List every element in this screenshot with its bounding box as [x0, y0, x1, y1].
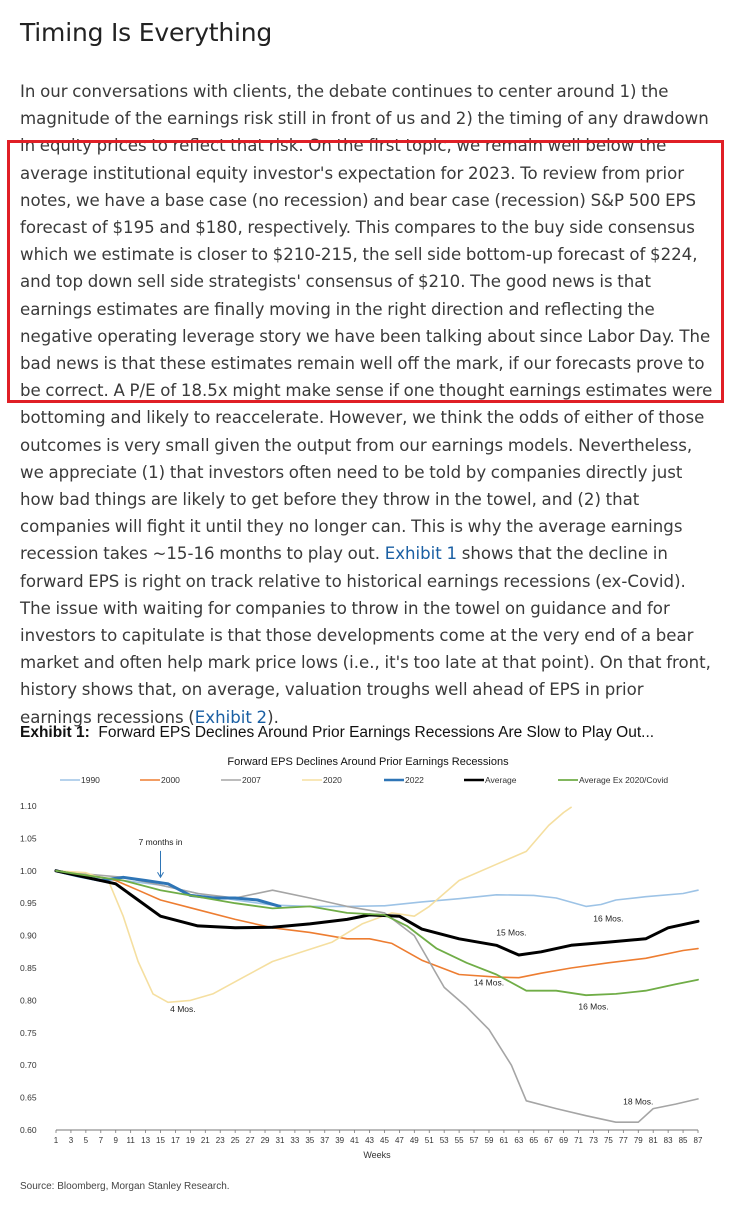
series-line: [56, 871, 698, 978]
chart-annotation: 4 Mos.: [170, 1004, 196, 1015]
x-tick-label: 15: [156, 1136, 165, 1145]
x-tick-label: 57: [469, 1136, 479, 1145]
x-tick-label: 73: [589, 1136, 598, 1145]
x-tick-label: 23: [215, 1136, 225, 1145]
exhibit-heading: Forward EPS Declines Around Prior Earnings Recessions Are Slow to Play Out...: [98, 724, 655, 741]
x-tick-label: 33: [290, 1136, 300, 1145]
x-tick-label: 17: [170, 1136, 180, 1145]
series-line: [56, 871, 698, 995]
x-tick-label: 11: [126, 1136, 135, 1145]
page-title: Timing Is Everything: [20, 18, 273, 47]
x-tick-label: 43: [365, 1136, 374, 1145]
y-tick-label: 0.90: [20, 930, 37, 941]
x-tick-label: 83: [663, 1136, 673, 1145]
x-tick-label: 75: [603, 1136, 613, 1145]
x-tick-label: 19: [185, 1136, 195, 1145]
exhibit-label: Exhibit 1:: [20, 724, 90, 741]
x-tick-label: 69: [559, 1136, 569, 1145]
x-tick-label: 13: [141, 1136, 151, 1145]
x-tick-label: 37: [320, 1136, 330, 1145]
x-tick-label: 79: [633, 1136, 643, 1145]
article-body: [20, 78, 720, 731]
x-tick-label: 85: [678, 1136, 688, 1145]
y-tick-label: 1.10: [20, 801, 37, 811]
x-tick-label: 3: [68, 1136, 74, 1145]
y-tick-label: 1.05: [20, 833, 37, 844]
x-tick-label: 9: [113, 1136, 118, 1145]
x-tick-label: 31: [275, 1136, 285, 1145]
x-tick-label: 53: [439, 1136, 449, 1145]
y-tick-label: 0.75: [20, 1027, 37, 1038]
exhibit-1-link[interactable]: Exhibit 1: [384, 544, 458, 564]
x-tick-label: 63: [514, 1136, 524, 1145]
chart-annotation: 16 Mos.: [593, 913, 624, 924]
x-axis-label: Weeks: [363, 1150, 391, 1160]
x-tick-label: 41: [350, 1136, 360, 1145]
x-tick-label: 81: [648, 1136, 658, 1145]
source-note: Source: Bloomberg, Morgan Stanley Research.: [20, 1181, 230, 1192]
chart-annotation: 16 Mos.: [578, 1001, 609, 1012]
x-tick-label: 71: [574, 1136, 584, 1145]
x-tick-label: 59: [484, 1136, 494, 1145]
eps-line-chart: [18, 748, 718, 1168]
x-tick-label: 55: [454, 1136, 464, 1145]
body-text-part-2: shows that the decline in forward EPS is right on track relative to historical earnings recessions (ex-Covid). The issue with waiting for companies to throw in the towel on guidance and for investors to capitulate is that those developments come at the very end of a bear market and often help mark price lows (i.e., it's too late at that point). On that front, history shows that, on average, valuation troughs well ahead of EPS in prior earnings recessions (: [20, 544, 711, 727]
y-tick-label: 0.95: [20, 898, 37, 909]
x-tick-label: 65: [529, 1136, 539, 1145]
legend-label: Average: [485, 775, 517, 785]
x-tick-label: 47: [394, 1136, 404, 1145]
exhibit-2-link[interactable]: Exhibit 2: [194, 707, 268, 727]
chart-annotation: 15 Mos.: [496, 927, 527, 938]
y-tick-label: 0.85: [20, 963, 37, 973]
x-tick-label: 39: [335, 1136, 345, 1145]
legend-label: 2000: [161, 775, 180, 785]
x-tick-label: 7: [98, 1136, 104, 1145]
x-tick-label: 35: [305, 1136, 315, 1145]
chart-annotation: 7 months in: [138, 836, 183, 847]
chart-annotation: 18 Mos.: [623, 1096, 654, 1107]
body-text-part-1: In our conversations with clients, the debate continues to center around 1) the magnitude of the earnings risk still in front of us and 2) the timing of any drawdown in equity prices to reflect that risk. On the first topic, we remain well below the average institutional equity investor's expectation for 2023. To review from prior notes, we have a base case (no recession) and bear case (recession) S&P 500 EPS forecast of $195 and $180, respectively. This compares to the buy side consensus which we estimate is closer to $210-215, the sell side bottom-up forecast of $224, and top down sell side strategists' consensus of $210. The good news is that earnings estimates are finally moving in the right direction and reflecting the negative operating leverage story we have been talking about since Labor Day. The bad news is that these estimates remain well off the mark, if our forecasts prove to be correct. A P/E of 18.5x might make sense if one thought earnings estimates were bottoming and likely to reaccelerate. However, we think the odds of either of those outcomes is very small given the output from our earnings models. Nevertheless, we appreciate (1) that investors often need to be told by companies directly just how bad things are likely to get before they throw in the towel, and (2) that companies will fight it until they no longer can. This is why the average earnings recession takes ~15-16 months to play out.: [20, 82, 713, 564]
legend-label: 2020: [323, 775, 342, 785]
exhibit-title: [20, 724, 654, 742]
legend-label: 1990: [81, 775, 100, 785]
x-tick-label: 21: [200, 1136, 210, 1145]
x-tick-label: 87: [693, 1136, 703, 1145]
x-tick-label: 45: [380, 1136, 389, 1145]
x-tick-label: 67: [544, 1136, 554, 1145]
y-tick-label: 0.80: [20, 995, 37, 1006]
x-tick-label: 61: [499, 1136, 509, 1145]
x-tick-label: 49: [409, 1136, 419, 1145]
chart-annotation: 14 Mos.: [473, 977, 505, 988]
y-tick-label: 0.60: [20, 1125, 37, 1135]
legend-label: 2007: [242, 775, 261, 785]
x-tick-label: 25: [230, 1136, 240, 1145]
x-tick-label: 5: [83, 1136, 89, 1145]
x-tick-label: 1: [53, 1136, 59, 1145]
x-tick-label: 27: [245, 1136, 255, 1145]
y-tick-label: 0.70: [20, 1060, 37, 1071]
y-tick-label: 0.65: [20, 1092, 37, 1103]
x-tick-label: 51: [424, 1136, 434, 1145]
x-tick-label: 77: [618, 1136, 628, 1145]
legend-label: Average Ex 2020/Covid: [579, 775, 669, 785]
chart-title: Forward EPS Declines Around Prior Earnings Recessions: [227, 756, 509, 768]
y-tick-label: 1.00: [20, 865, 37, 876]
x-tick-label: 29: [260, 1136, 270, 1145]
legend-label: 2022: [405, 775, 424, 785]
body-text-part-3: ).: [267, 707, 279, 727]
